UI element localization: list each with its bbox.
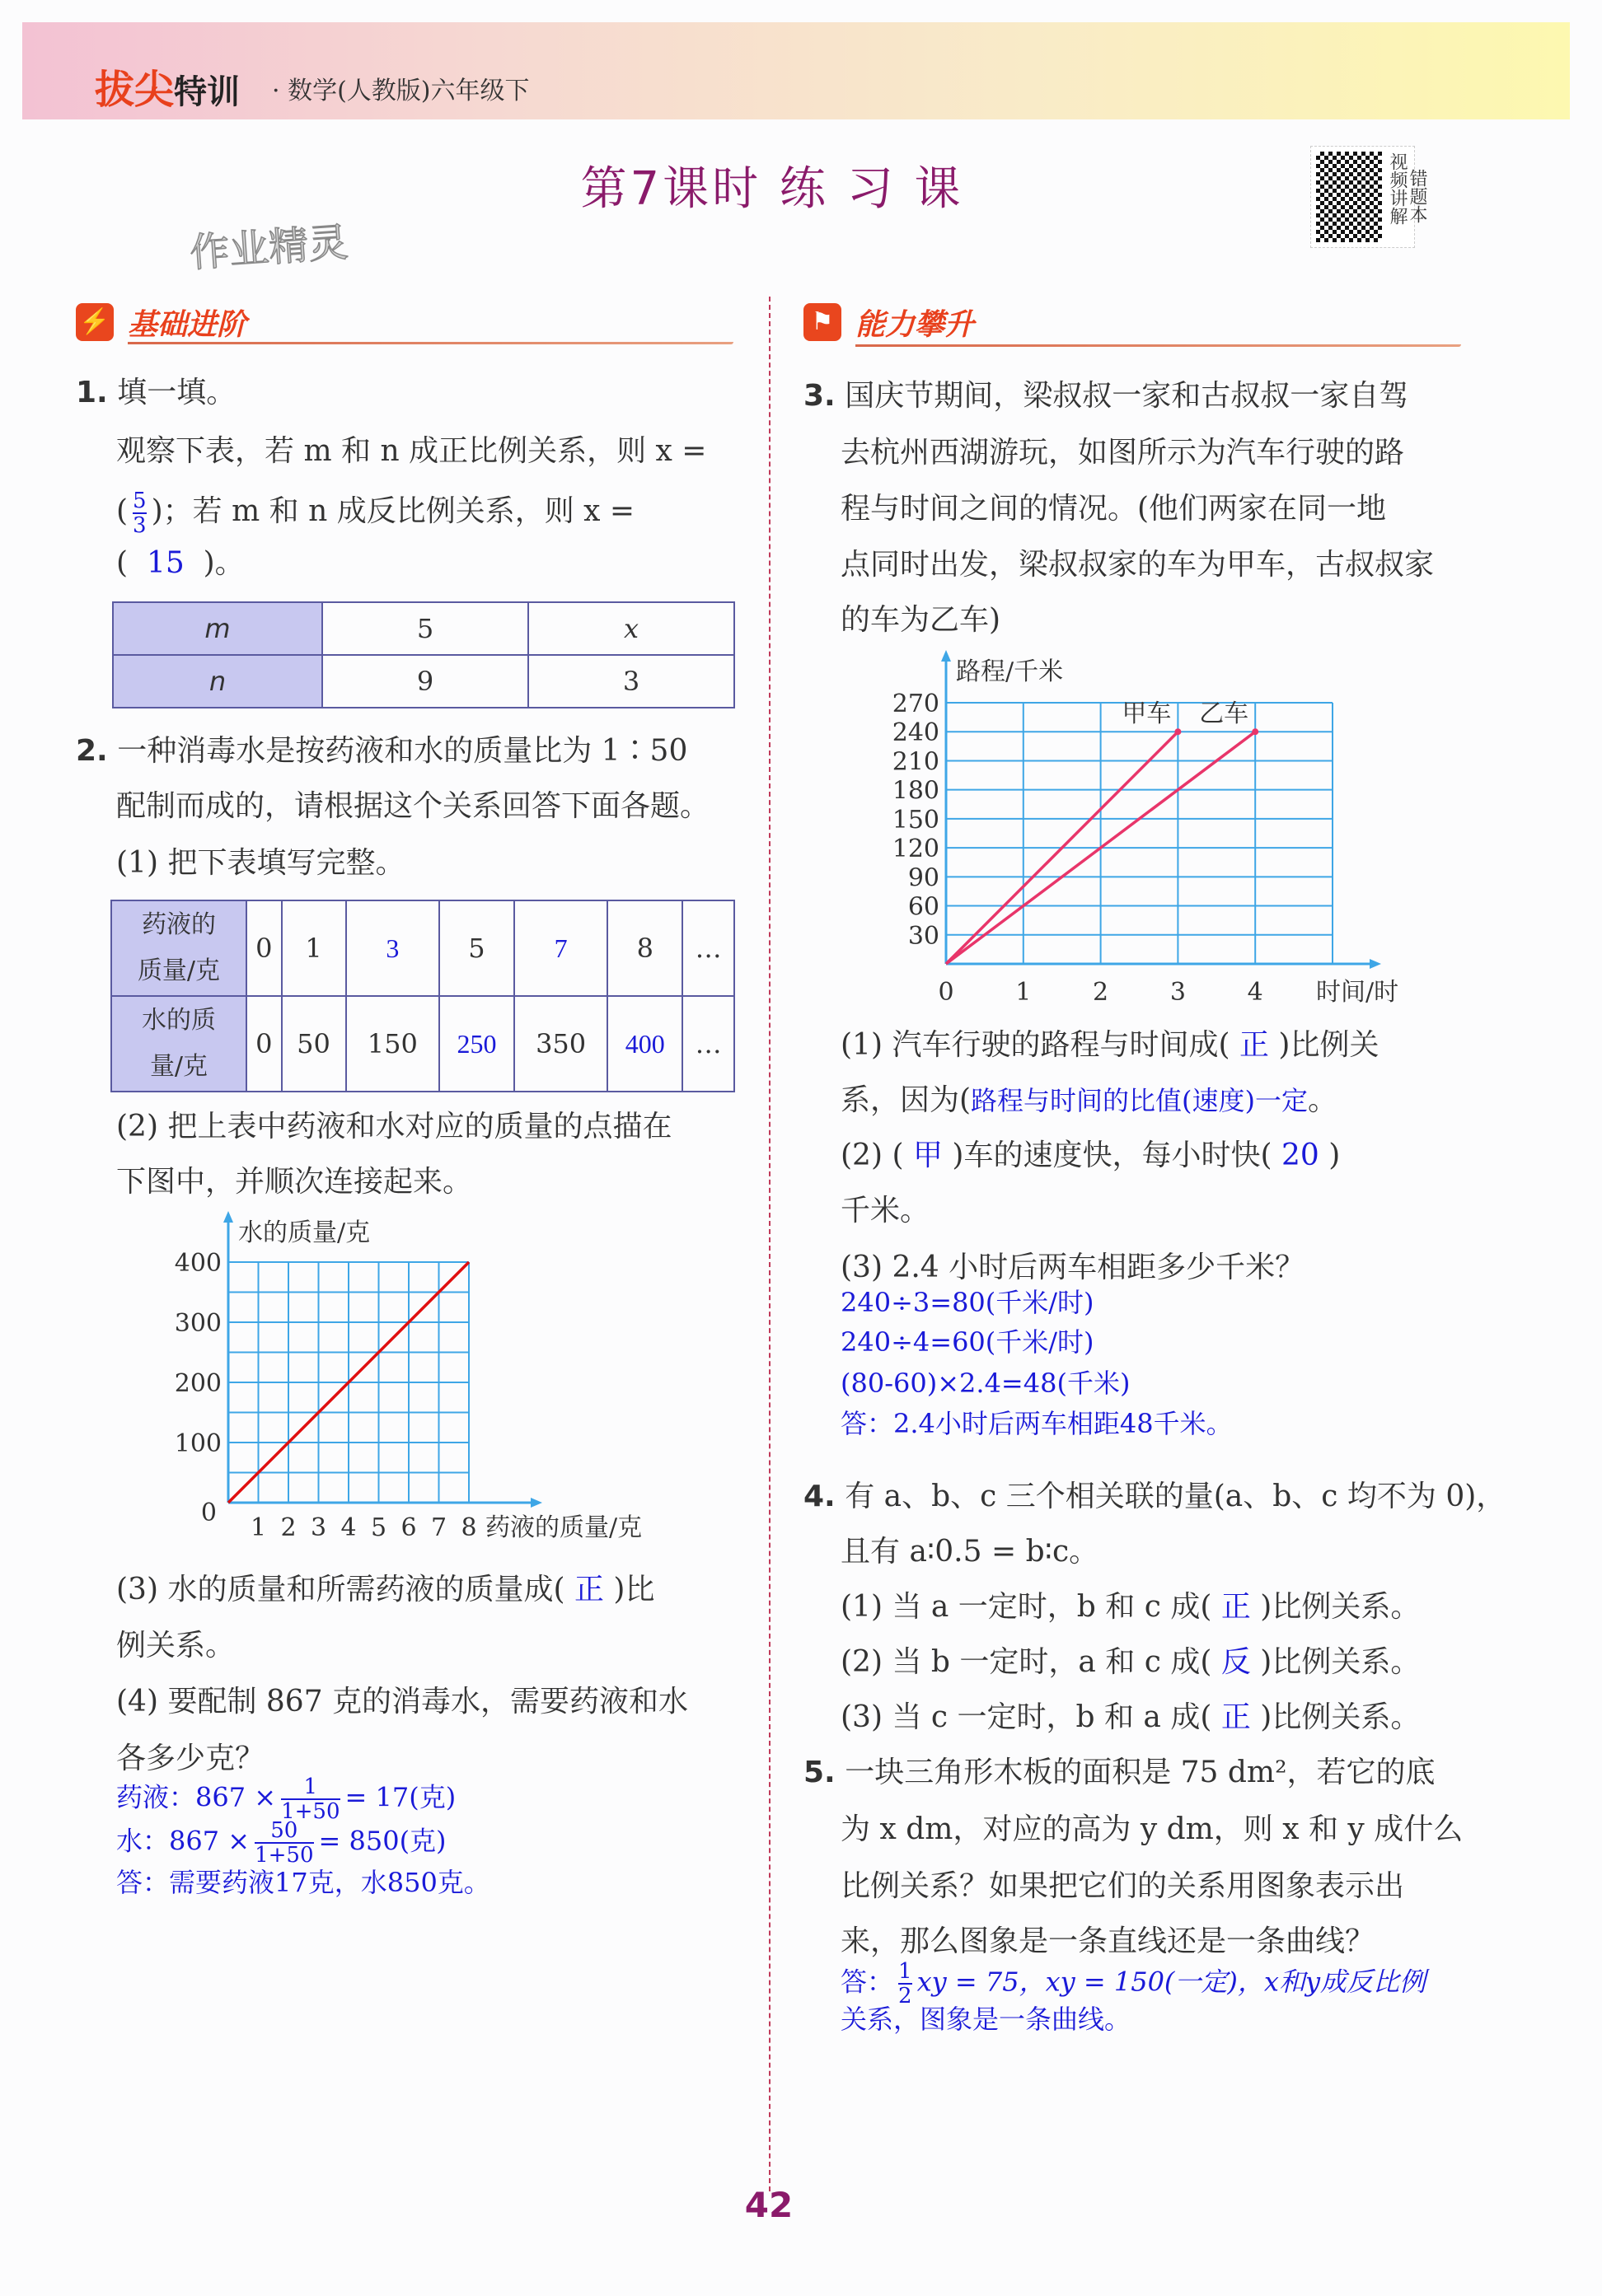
q2-part3: (3) 水的质量和所需药液的质量成( 正 )比 [116, 1573, 655, 1606]
section-title-basic: 基础进阶 [128, 308, 247, 342]
x-tick-label: 8 [461, 1513, 477, 1542]
watermark: 作业精灵 [188, 219, 350, 277]
answer-line: 关系，图象是一条曲线。 [841, 2004, 1131, 2035]
series-label: 甲车 [1122, 699, 1172, 729]
q2-part1: (1) 把下表填写完整。 [116, 846, 405, 880]
q4-part3: (3) 当 c 一定时，b 和 a 成( 正 )比例关系。 [841, 1700, 1421, 1734]
table-cell: 0 [246, 900, 282, 996]
q1-text-2: ( $\frac{5}{3}$ )；若 m 和 n 成反比例关系，则 x = [116, 489, 635, 538]
y-axis-arrow-icon [941, 650, 951, 662]
q3-part2-cont: 千米。 [841, 1194, 930, 1227]
table-cell: 250 [439, 996, 514, 1092]
table-cell: … [682, 996, 734, 1092]
y-axis-title: 路程/千米 [956, 657, 1064, 686]
climber-icon: ⚑ [803, 303, 841, 341]
y-tick-label: 60 [907, 892, 939, 922]
q3-part1-cont: 系，因为(路程与时间的比值(速度)一定。 [841, 1083, 1338, 1117]
q3-text: 去杭州西湖游玩，如图所示为汽车行驶的路 [841, 436, 1405, 470]
q1-text-3: ( 15 )。 [116, 546, 245, 580]
y-tick-label: 270 [892, 690, 939, 718]
x-tick-label: 4 [1247, 978, 1263, 1007]
series-end-point [1174, 728, 1181, 735]
q2-part4: (4) 要配制 867 克的消毒水，需要药液和水 [116, 1685, 689, 1718]
x-tick-label: 3 [1169, 978, 1186, 1007]
x-tick-label: 7 [430, 1513, 447, 1542]
q4-part1: (1) 当 a 一定时，b 和 c 成( 正 )比例关系。 [841, 1590, 1421, 1624]
table-cell: 150 [346, 996, 440, 1092]
table-cell: 50 [282, 996, 346, 1092]
series-end-point [1252, 728, 1258, 735]
y-axis-title: 水的质量/克 [238, 1218, 371, 1247]
q3-text: 程与时间之间的情况。(他们两家在同一地 [841, 492, 1387, 526]
table-cell: 1 [282, 900, 346, 996]
y-tick-label: 150 [892, 805, 939, 835]
x-tick-label: 0 [938, 978, 954, 1007]
y-tick-label: 240 [892, 718, 939, 748]
y-tick-label: 300 [174, 1309, 222, 1338]
lesson-title: 第7课时 练 习 课 [580, 162, 964, 216]
table-cell: 350 [514, 996, 608, 1092]
row-header: 药液的 质量/克 [111, 900, 246, 996]
qr-label-video: 视频讲解 [1387, 152, 1408, 225]
answer-line: 答：需要药液17克，水850克。 [116, 1867, 490, 1898]
y-tick-label: 400 [174, 1249, 222, 1278]
y-tick-label: 180 [892, 776, 939, 806]
table-cell: 0 [246, 996, 282, 1092]
series-label: 乙车 [1199, 699, 1249, 729]
answer-line: 药液：867 × $\frac{1}{1+50}$ = 17(克) [116, 1775, 457, 1824]
y-tick-label: 100 [174, 1429, 222, 1458]
q3-part1: (1) 汽车行驶的路程与时间成( 正 )比例关 [841, 1028, 1380, 1062]
book-subtitle: · 数学(人教版)六年级下 [272, 77, 530, 105]
q2-part3-cont: 例关系。 [116, 1629, 236, 1662]
q3-text: 点同时出发，梁叔叔家的车为甲车，古叔叔家 [841, 548, 1435, 582]
x-axis-arrow-icon [1370, 959, 1381, 969]
x-axis-title: 时间/时 [1316, 978, 1399, 1007]
q1-line: 1. 填一填。 [76, 376, 237, 409]
section-title-advanced: 能力攀升 [855, 308, 975, 342]
q2-line: 2. 一种消毒水是按药液和水的质量比为 1∶50 [76, 734, 688, 768]
x-tick-label: 1 [1015, 978, 1032, 1007]
x-tick-label: 5 [370, 1513, 387, 1542]
table-cell: 400 [607, 996, 682, 1092]
q4-part2: (2) 当 b 一定时，a 和 c 成( 反 )比例关系。 [841, 1645, 1421, 1679]
x-tick-label: 1 [250, 1513, 267, 1542]
brand-logo: 拔尖特训 [95, 67, 241, 113]
q1-text: 观察下表，若 m 和 n 成正比例关系，则 x = [116, 434, 707, 468]
x-axis-arrow-icon [531, 1498, 542, 1508]
qr-label-wrongbook: 错题本 [1407, 169, 1427, 223]
runner-icon: ⚡ [76, 303, 114, 341]
page-number: 42 [744, 2185, 794, 2225]
q2-text: 配制而成的，请根据这个关系回答下面各题。 [116, 789, 710, 823]
q5-text: 比例关系？如果把它们的关系用图象表示出 [841, 1869, 1405, 1903]
q4-line: 4. 有 a、b、c 三个相关联的量(a、b、c 均不为 0)， [803, 1480, 1506, 1513]
answer-line: 240÷4=60(千米/时) [841, 1326, 1094, 1358]
q5-line: 5. 一块三角形木板的面积是 75 dm²，若它的底 [803, 1756, 1436, 1789]
y-tick-label: 120 [892, 835, 939, 864]
answer-line: (80-60)×2.4=48(千米) [841, 1368, 1131, 1399]
q5-text: 来，那么图象是一条直线还是一条曲线？ [841, 1924, 1375, 1958]
table-cell: 8 [607, 900, 682, 996]
x-tick-label: 2 [1093, 978, 1109, 1007]
x-tick-label: 2 [280, 1513, 297, 1542]
table-cell: 5 [439, 900, 514, 996]
q3-text: 的车为乙车) [841, 603, 1001, 637]
answer: 15 [146, 546, 185, 580]
row-header: 水的质 量/克 [111, 996, 246, 1092]
origin-label: 0 [200, 1499, 217, 1527]
y-tick-label: 30 [907, 921, 939, 951]
mn-table: m 5 x n 9 3 [112, 601, 735, 708]
x-tick-label: 3 [310, 1513, 327, 1542]
q3-part3: (3) 2.4 小时后两车相距多少千米？ [841, 1251, 1305, 1284]
y-tick-label: 200 [174, 1369, 222, 1398]
table-cell: … [682, 900, 734, 996]
q2-part4-cont: 各多少克？ [116, 1742, 265, 1775]
table-cell: 3 [346, 900, 440, 996]
x-tick-label: 6 [400, 1513, 417, 1542]
answer-line: 答：2.4小时后两车相距48千米。 [841, 1408, 1233, 1439]
q4-text: 且有 a∶0.5 = b∶c。 [841, 1535, 1099, 1569]
answer-line: 水：867 × $\frac{50}{1+50}$ = 850(克) [116, 1818, 447, 1868]
q3-line: 3. 国庆节期间，梁叔叔一家和古叔叔一家自驾 [803, 379, 1409, 413]
x-axis-title: 药液的质量/克 [485, 1513, 643, 1542]
x-tick-label: 4 [340, 1513, 357, 1542]
y-axis-arrow-icon [223, 1211, 233, 1223]
answer-line: 240÷3=80(千米/时) [841, 1287, 1094, 1318]
y-tick-label: 210 [892, 747, 939, 777]
q2-part2-cont: 下图中，并顺次连接起来。 [116, 1165, 473, 1199]
table-cell: 7 [514, 900, 608, 996]
q2-part2: (2) 把上表中药液和水对应的质量的点描在 [116, 1110, 672, 1143]
q3-part2: (2) ( 甲 )车的速度快，每小时快( 20 ) [841, 1139, 1341, 1172]
answer-fraction: $\frac{5}{3}$ [133, 489, 147, 538]
q5-text: 为 x dm，对应的高为 y dm，则 x 和 y 成什么 [841, 1812, 1464, 1846]
answer-line: 答： $\frac{1}{2}$ xy = 75，xy = 150(一定)，x和y成反比例 [841, 1959, 1426, 2008]
y-tick-label: 90 [907, 863, 939, 893]
